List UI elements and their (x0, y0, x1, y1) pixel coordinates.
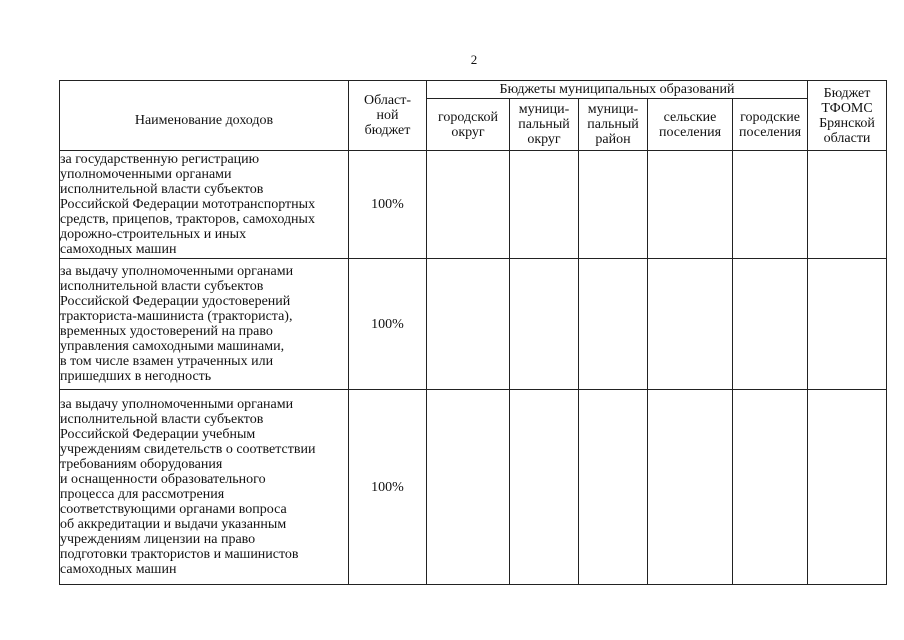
rural-settlements-cell (648, 390, 733, 585)
municipal-area-cell (579, 259, 648, 390)
city-district-cell (427, 390, 510, 585)
municipal-area-cell (579, 151, 648, 259)
header-city-district: городской округ (427, 99, 510, 151)
header-municipal-area: муници- пальный район (579, 99, 648, 151)
urban-settlements-cell (733, 390, 808, 585)
municipal-district-cell (510, 259, 579, 390)
header-income-name-text: Наименование доходов (134, 113, 274, 128)
city-district-cell (427, 259, 510, 390)
table-row (60, 390, 887, 585)
header-municipal-budgets: Бюджеты муниципальных образований (427, 81, 808, 99)
income-name-cell: за выдачу уполномоченными органами исполнительной власти субъектов Российской Федерации удостоверений тракториста-машиниста (тракториста), временных удостоверений на право управления самоходными машинами, в том числе взамен утраченных или пришедших в негодность (60, 259, 349, 390)
header-rural-settlements: сельские поселения (648, 99, 733, 151)
rural-settlements-cell (648, 151, 733, 259)
municipal-district-cell (510, 390, 579, 585)
table-row (60, 259, 887, 390)
header-municipal-district: муници- пальный округ (510, 99, 579, 151)
header-income-name (60, 81, 349, 151)
table-row (60, 151, 887, 259)
regional-share-cell: 100% (349, 390, 427, 585)
page-number: 2 (470, 52, 478, 67)
urban-settlements-cell (733, 259, 808, 390)
header-urban-settlements: городские поселения (733, 99, 808, 151)
rural-settlements-cell (648, 259, 733, 390)
header-tfoms-budget: Бюджет ТФОМС Брянской области (808, 81, 887, 151)
tfoms-cell (808, 390, 887, 585)
tfoms-cell (808, 151, 887, 259)
income-name-cell: за выдачу уполномоченными органами исполнительной власти субъектов Российской Федерации учебным учреждениям свидетельств о соответствии требованиям оборудования и оснащенности образовательного процесса для рассмотрения соответствующими органами вопроса об аккредитации и выдачи указанным учреждениям лицензии на право подготовки трактористов и машинистов самоходных машин (60, 390, 349, 585)
income-name-cell: за государственную регистрацию уполномоченными органами исполнительной власти субъектов Российской Федерации мототранспортных средств, прицепов, тракторов, самоходных дорожно-строительных и иных самоходных машин (60, 151, 349, 259)
urban-settlements-cell (733, 151, 808, 259)
regional-share-cell: 100% (349, 259, 427, 390)
revenue-distribution-table (59, 80, 887, 585)
tfoms-cell (808, 259, 887, 390)
header-row-top (60, 81, 887, 99)
header-regional-budget: Област- ной бюджет (349, 81, 427, 151)
city-district-cell (427, 151, 510, 259)
regional-share-cell: 100% (349, 151, 427, 259)
municipal-district-cell (510, 151, 579, 259)
municipal-area-cell (579, 390, 648, 585)
